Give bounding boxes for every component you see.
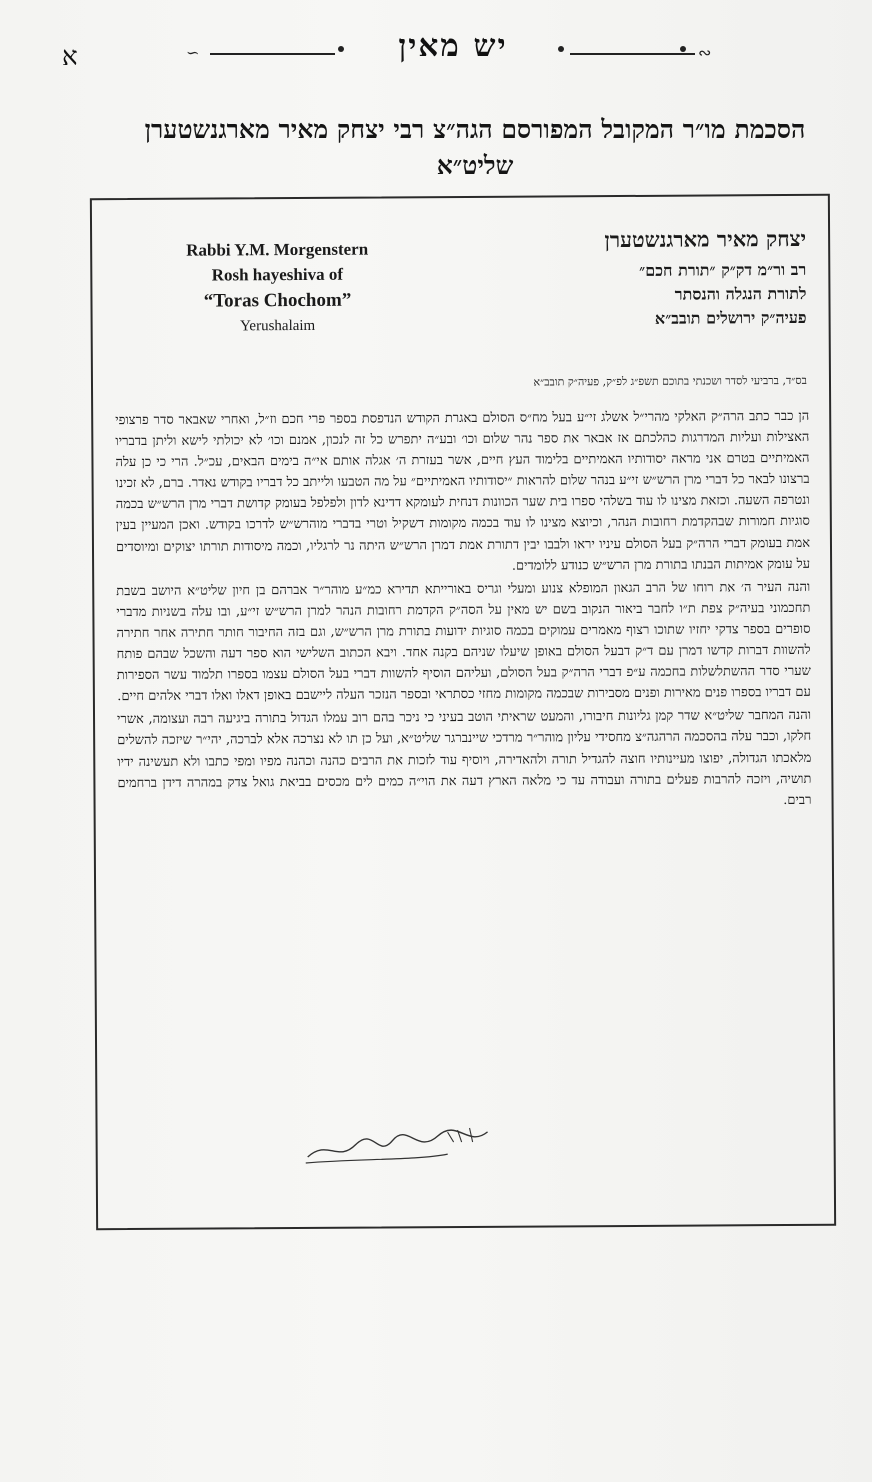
letterhead-english-role: Rosh hayeshiva of: [211, 264, 344, 285]
letter-paragraph: הן כבר כתב הרה״ק האלקי מהרי״ל אשלג זי״ע בעל מח״ס הסולם באגרת הקודש הנדפסת בספר פרי חכם וז״ל, ואחרי שאבאר סדר פרצופי האצילות ועליות המדרגות כהלכתם אז אבאר את ספר נהר שלום וכו׳ ובע״ה יתפרש כל זה לנכון, אמנם וכו׳ לא יכולתי לישא וליתן בדבריו האמיתיים בטרם אני מראה יסודותיו האמיתיים בלימוד העץ חיים, אשר בעזרת ה׳ אגלה אותם אי״ה בימים הבאים, עכ״ל. הרי כי כן עלה ברצונו לבאר כל דברי מרן הרש״ש זי״ע בנהר שלום להראות ״יסודותיו האמיתיים״ על מה הטבעו ולייתב כל דבריו בקודש נאדר. ברם, לא זכינו ונטרפה השעה. וכזאת מצינו לו עוד בשלהי ספרו בית שער הכוונות דנחית לעומקא דדינא לדון ולפלפל בעומק קדושת דברי מרן הרש״ש בכמה סוגיות חמורות שבהקדמת רחובות הנהר, וכיוצא מצינו לו עוד בכמה מקומות דשקיל וטרי בדברי מוהרש״ש לדרכו בקודש. ואכן המעיין בעין אמת בעומק דברי הרה״ק בעל הסולם עיניו יראו ולבבו יבין דתורת אמת דמרן הרש״ש היתה נר לרגליו, וכמה מיסודות תורתו יצוקים ומיוסדים על עומק אמיתות הבנתו בתורת מרן הרש״ש כנודע ללומדים.: [115, 408, 811, 574]
swirl-ornament-icon: ∽: [186, 43, 200, 62]
letterhead-english-city: Yerushalaim: [240, 317, 316, 335]
dot-ornament-icon: [680, 46, 686, 52]
approbation-letter: [90, 194, 836, 1231]
letterhead-english: [147, 236, 408, 339]
letterhead-line: לתורת הנגלה והנסתר: [674, 283, 807, 304]
page-number: א: [62, 42, 78, 72]
divider: [570, 53, 695, 55]
letterhead-english-name: Rabbi Y.M. Morgenstern: [186, 239, 369, 260]
running-head: [180, 22, 730, 82]
letterhead-hebrew: [476, 226, 807, 332]
letterhead-line: רב ור״מ דק״ק ״תורת חכם״: [639, 259, 807, 280]
swirl-ornament-icon: ∾: [698, 43, 712, 62]
page-heading: הסכמת מו״ר המקובל המפורסם הגה״צ רבי יצחק מאיר מארגנשטערן שליט״א: [144, 115, 806, 180]
letter-paragraph: והנה העיר ה׳ את רוחו של הרב הגאון המופלא צנוע ומעלי וגריס באורייתא תדירא כמ״ע מוהר״ר אברהם בן חיון שליט״א היושב בשבת תחכמוני בעיה״ק צפת ת״ו לחבר ביאור הנקוב בשם יש מאין על הסה״ק הקדמת רחובות הנהר למרן הרש״ש זי״ע, ובו עלה בשניות מדברי סופרים בספר צדקי יחזיו שתוכו רצוף מאמרים עמוקים בכמה סוגיות ידועות בתורת מרן הרש״ש, וגם בזה החיבור חותר חתירה אחר חתירה להשוות דברות קדשו דמרן עם ד״ק דבעל הסולם באופן שיעלו שניהם בקנה אחד. ויבא הכתוב השלישי הוא ספר דעה והשכל שבהם פותח שערי סדר ההשתלשלות בחכמה ע״פ דברי הרה״ק בעל הסולם, ועליהם הוסיף להשוות דברי בעל הסולם עצמו בספרו תלמוד עשר הספירות עם דבריו בספרו פנים מאירות ופנים מסבירות שבכמה מקומות מחזי כסתראי ובספר הנזכר העלה ליישבם באופן דאלו ואלו דברי אלהים חיים.: [116, 579, 811, 705]
letterhead-name: יצחק מאיר מארגנשטערן: [604, 225, 807, 253]
letterhead-line: פעיה״ק ירושלים תובב״א: [654, 307, 807, 328]
divider: [210, 53, 335, 55]
handwritten-signature: [297, 1118, 497, 1169]
dot-ornament-icon: [558, 46, 564, 52]
dot-ornament-icon: [338, 46, 344, 52]
letter-body: [115, 406, 811, 817]
letter-dateline: בס״ד, ברביעי לסדר ושכנתי בתוכם תשפ״ג לפ״ק, פעיה״ק תובב״א: [533, 373, 808, 389]
running-head-title: יש מאין: [398, 28, 508, 64]
letterhead-english-yeshiva: “Toras Chochom”: [203, 289, 352, 312]
letter-paragraph: והנה המחבר שליט״א שדר קמן גליונות חיבורו, והמעט שראיתי הוטב בעיני כי ניכר בהם רוב עמלו הגדול בתורה ביגיעה רבה ועצומה, אשרי חלקו, וכבר עלה בהסכמה הרהגה״צ מחסידי עליון מוהר״ר מרדכי שיינברגר שליט״א, ועל כן תו לא נצרכה אלא לברכה, יהי״ר שיזכה להשלים מלאכתו הגדולה, יפוצו מעיינותיו חוצה להגדיל תורה ולהאדירה, ויוסיף עוד לזכות את הרבים כהנה וכהנה מפיו ומפי כתבו ולא תעשינה ידיו תושיה, ויזכה להרבות פעלים בתורה ועבודה עד כי מלאה הארץ דעה את הוי״ה כמים לים מכסים בביאת גואל צדק במהרה דידן ברחמים רבים.: [116, 708, 812, 808]
